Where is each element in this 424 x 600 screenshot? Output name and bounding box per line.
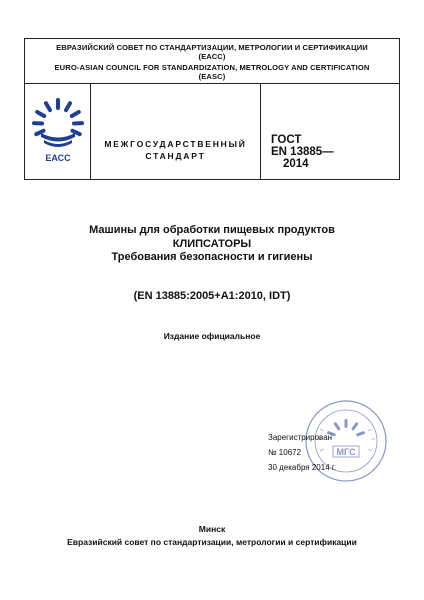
publisher-name: Евразийский совет по стандартизации, метрологии и сертификации	[67, 537, 357, 547]
title-line-1: Машины для обработки пищевых продуктов	[89, 224, 335, 236]
logo-label: ЕАСС	[45, 153, 71, 163]
gost-year: 2014	[283, 158, 309, 170]
registration-number: № 10672	[268, 448, 302, 457]
gost-label: ГОСТ	[271, 134, 302, 146]
council-abbr-en: (EASC)	[198, 72, 226, 81]
council-name-en: EURO-ASIAN COUNCIL FOR STANDARDIZATION, METROLOGY AND CERTIFICATION	[54, 63, 370, 72]
title-line-3: Требования безопасности и гигиены	[111, 251, 313, 263]
easc-logo-icon	[25, 84, 91, 179]
reference-standard: (EN 13885:2005+A1:2010, IDT)	[133, 290, 291, 302]
registration-label: Зарегистрирован	[268, 433, 333, 442]
publication-city: Минск	[198, 524, 226, 534]
standard-type-cell	[91, 84, 261, 179]
edition-label: Издание официальное	[163, 331, 261, 341]
standard-type-line2: СТАНДАРТ	[145, 151, 206, 161]
council-abbr-ru: (ЕАСС)	[198, 52, 226, 61]
gost-number: EN 13885—	[271, 146, 334, 158]
council-name-ru: ЕВРАЗИЙСКИЙ СОВЕТ ПО СТАНДАРТИЗАЦИИ, МЕТРОЛОГИИ И СЕРТИФИКАЦИИ	[56, 43, 368, 52]
gost-number-cell	[261, 84, 401, 179]
stamp-label: МГС	[336, 447, 356, 457]
title-line-2: КЛИПСАТОРЫ	[172, 238, 252, 250]
registration-date: 30 декабря 2014 г.	[268, 463, 337, 472]
standard-type-line1: МЕЖГОСУДАРСТВЕННЫЙ	[104, 139, 247, 149]
standard-designation-row	[24, 84, 400, 180]
council-header	[24, 38, 400, 84]
logo-cell	[25, 84, 91, 179]
